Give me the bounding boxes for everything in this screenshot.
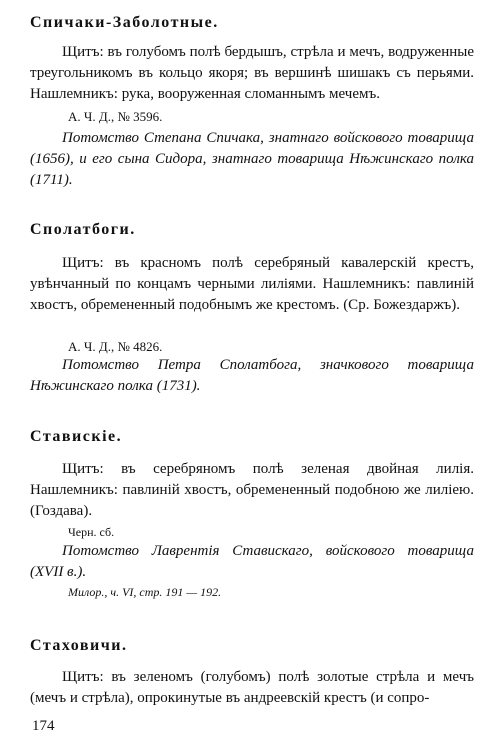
document-page — [30, 0, 474, 750]
section-title: Стаховичи. — [30, 637, 128, 654]
section-title: Спичаки-Заболотные. — [30, 14, 219, 31]
coat-of-arms-description: Щитъ: въ серебряномъ полѣ зеленая двойная лилія. Нашлемникъ: павлиній хвостъ, обремененный подобною же лиліею. (Гоздава). — [30, 461, 474, 519]
archive-reference: А. Ч. Д., № 3596. — [68, 109, 163, 124]
coat-of-arms-description: Щитъ: въ зеленомъ (голубомъ) полѣ золотые стрѣла и мечъ (мечъ и стрѣла), опрокинутые въ андреевскій крестъ (и сопро- — [30, 669, 474, 706]
lineage-text: Потомство Степана Спичака, знатнаго войскового товарища (1656), и его сына Сидора, знатнаго товарища Нѣжинскаго полка (1711). — [30, 130, 474, 188]
page-number: 174 — [32, 718, 55, 734]
archive-reference: А. Ч. Д., № 4826. — [68, 339, 163, 354]
lineage-text: Потомство Петра Сполатбога, значкового товарища Нѣжинскаго полка (1731). — [30, 357, 474, 394]
coat-of-arms-description: Щитъ: въ красномъ полѣ серебряный кавалерскій крестъ, увѣнчанный по концамъ черными лиліями. Нашлемникъ: павлиній хвостъ, обремененный подобнымъ же крестомъ. (Ср. Божездаржъ). — [30, 255, 474, 313]
source-citation: Милор., ч. VI, стр. 191 — 192. — [68, 585, 222, 599]
archive-reference: Черн. сб. — [68, 525, 115, 539]
coat-of-arms-description: Щитъ: въ голубомъ полѣ бердышъ, стрѣла и мечъ, водруженные треугольникомъ въ кольцо якоря; въ вершинѣ шишакъ съ перьями. Нашлемникъ: рука, вооруженная сломаннымъ мечемъ. — [30, 44, 474, 102]
section-title: Сполатбоги. — [30, 221, 136, 238]
section-title: Ставискіе. — [30, 428, 123, 445]
lineage-text: Потомство Лаврентія Ставискаго, войскового товарища (XVII в.). — [30, 543, 474, 580]
